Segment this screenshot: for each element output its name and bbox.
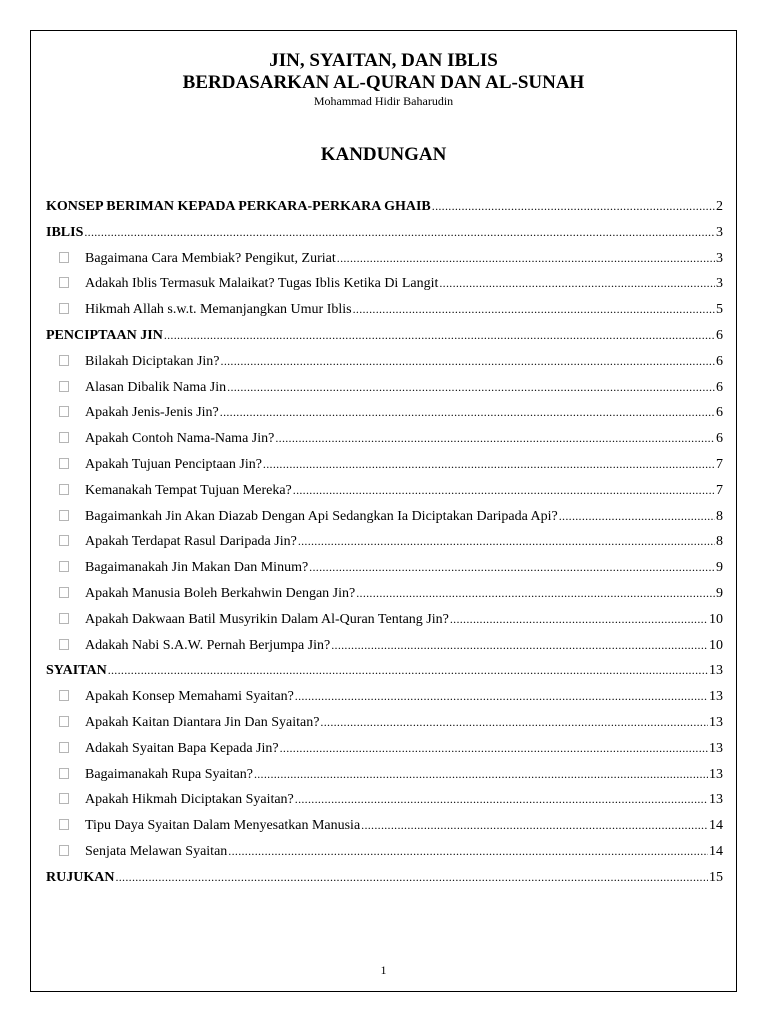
dot-leader [559,507,715,525]
checkbox-bullet-icon [59,277,69,288]
toc-entry-label: Bagaimanakah Jin Makan Dan Minum? [85,560,309,576]
toc-entry-page: 5 [716,302,723,318]
toc-entry-label: Apakah Tujuan Penciptaan Jin? [85,456,262,472]
dot-leader [450,610,708,628]
toc-entry-label: Apakah Jenis-Jenis Jin? [85,405,219,421]
toc-entry-label: PENCIPTAAN JIN [46,327,163,343]
dot-leader [432,197,715,215]
toc-entry-label: Apakah Dakwaan Batil Musyrikin Dalam Al-Quran Tentang Jin? [85,611,449,627]
checkbox-bullet-icon [59,639,69,650]
dot-leader [356,584,715,602]
dot-leader [439,274,715,292]
toc-entry-page: 13 [709,663,723,679]
toc-entry[interactable] [46,223,723,249]
toc-subentry[interactable] [46,687,723,713]
toc-subentry[interactable] [46,481,723,507]
dot-leader [220,403,715,421]
toc-entry-label: Tipu Daya Syaitan Dalam Menyesatkan Manusia [85,818,361,834]
document-subtitle: BERDASARKAN AL-QURAN DAN AL-SUNAH [182,72,585,93]
dot-leader [280,739,708,757]
toc-entry-page: 3 [716,250,723,266]
checkbox-bullet-icon [59,406,69,417]
checkbox-bullet-icon [59,484,69,495]
toc-entry-page: 13 [709,689,723,705]
checkbox-bullet-icon [59,768,69,779]
checkbox-bullet-icon [59,381,69,392]
toc-entry-label: Adakah Iblis Termasuk Malaikat? Tugas Iblis Ketika Di Langit [85,276,439,292]
toc-entry-page: 3 [716,224,723,240]
toc-entry-page: 13 [709,740,723,756]
dot-leader [361,816,708,834]
toc-subentry[interactable] [46,403,723,429]
toc-subentry[interactable] [46,532,723,558]
toc-entry-page: 9 [716,560,723,576]
toc-entry-page: 6 [716,327,723,343]
checkbox-bullet-icon [59,252,69,263]
toc-subentry[interactable] [46,300,723,326]
toc-entry-page: 13 [709,766,723,782]
toc-subentry[interactable] [46,455,723,481]
toc-entry-page: 7 [716,482,723,498]
dot-leader [228,842,708,860]
toc-subentry[interactable] [46,507,723,533]
dot-leader [295,687,708,705]
toc-subentry[interactable] [46,274,723,300]
dot-leader [221,352,715,370]
toc-subentry[interactable] [46,636,723,662]
toc-entry-label: SYAITAN [46,663,107,679]
dot-leader [331,636,708,654]
dot-leader [164,326,715,344]
checkbox-bullet-icon [59,458,69,469]
checkbox-bullet-icon [59,819,69,830]
document-page [30,30,737,992]
toc-entry-label: Apakah Hikmah Diciptakan Syaitan? [85,792,294,808]
toc-subentry[interactable] [46,816,723,842]
dot-leader [320,713,708,731]
dot-leader [309,558,715,576]
toc-entry-page: 13 [709,792,723,808]
dot-leader [275,429,715,447]
toc-entry-label: Apakah Terdapat Rasul Daripada Jin? [85,534,297,550]
toc-entry-page: 7 [716,456,723,472]
toc-entry[interactable] [46,326,723,352]
toc-entry[interactable] [46,868,723,894]
toc-subentry[interactable] [46,842,723,868]
toc-entry-label: Alasan Dibalik Nama Jin [85,379,227,395]
checkbox-bullet-icon [59,535,69,546]
toc-entry-page: 8 [716,534,723,550]
checkbox-bullet-icon [59,613,69,624]
toc-entry-label: Hikmah Allah s.w.t. Memanjangkan Umur Iblis [85,302,352,318]
toc-entry-page: 6 [716,405,723,421]
toc-entry-label: Adakah Nabi S.A.W. Pernah Berjumpa Jin? [85,637,331,653]
document-title: JIN, SYAITAN, DAN IBLIS [269,50,498,71]
toc-entry-label: Adakah Syaitan Bapa Kepada Jin? [85,740,279,756]
toc-subentry[interactable] [46,558,723,584]
checkbox-bullet-icon [59,716,69,727]
table-of-contents [46,197,723,894]
toc-entry-label: Senjata Melawan Syaitan [85,843,228,859]
checkbox-bullet-icon [59,561,69,572]
toc-subentry[interactable] [46,584,723,610]
dot-leader [263,455,715,473]
toc-subentry[interactable] [46,790,723,816]
dot-leader [108,661,708,679]
toc-entry-label: KONSEP BERIMAN KEPADA PERKARA-PERKARA GHAIB [46,199,431,214]
author-name: Mohammad Hidir Baharudin [313,94,454,108]
dot-leader [337,249,715,267]
toc-entry-page: 15 [709,869,723,885]
checkbox-bullet-icon [59,510,69,521]
toc-subentry[interactable] [46,610,723,636]
dot-leader [254,765,708,783]
toc-entry-label: Apakah Kaitan Diantara Jin Dan Syaitan? [85,714,320,730]
checkbox-bullet-icon [59,793,69,804]
checkbox-bullet-icon [59,587,69,598]
toc-entry-label: Apakah Manusia Boleh Berkahwin Dengan Jin? [85,585,356,601]
toc-entry-page: 13 [709,714,723,730]
toc-subentry[interactable] [46,739,723,765]
toc-entry[interactable] [46,661,723,687]
dot-leader [298,532,715,550]
page-number: 1 [380,963,387,977]
toc-entry-label: Kemanakah Tempat Tujuan Mereka? [85,482,292,498]
toc-entry[interactable] [46,197,723,223]
toc-entry-label: Apakah Contoh Nama-Nama Jin? [85,431,275,447]
toc-entry-page: 2 [716,199,723,214]
toc-entry-page: 6 [716,379,723,395]
dot-leader [295,790,708,808]
toc-subentry[interactable] [46,352,723,378]
checkbox-bullet-icon [59,845,69,856]
dot-leader [84,223,715,241]
dot-leader [227,378,715,396]
toc-entry-page: 3 [716,276,723,292]
toc-entry-label: Bilakah Diciptakan Jin? [85,353,220,369]
toc-entry-label: Bagaimanakah Rupa Syaitan? [85,766,253,782]
toc-entry-page: 14 [709,843,723,859]
toc-subentry[interactable] [46,765,723,791]
toc-entry-page: 10 [709,637,723,653]
toc-entry-page: 6 [716,431,723,447]
dot-leader [115,868,708,886]
toc-entry-page: 14 [709,818,723,834]
toc-entry-page: 8 [716,508,723,524]
toc-entry-label: Bagaimana Cara Membiak? Pengikut, Zuriat [85,250,336,266]
toc-entry-page: 9 [716,585,723,601]
checkbox-bullet-icon [59,742,69,753]
checkbox-bullet-icon [59,303,69,314]
toc-entry-label: RUJUKAN [46,869,115,885]
toc-entry-page: 6 [716,353,723,369]
toc-subentry[interactable] [46,429,723,455]
checkbox-bullet-icon [59,355,69,366]
dot-leader [353,300,715,318]
checkbox-bullet-icon [59,432,69,443]
toc-entry-label: IBLIS [46,224,84,240]
toc-entry-page: 10 [709,611,723,627]
toc-heading: KANDUNGAN [320,144,447,165]
toc-subentry[interactable] [46,378,723,404]
toc-entry-label: Bagaimankah Jin Akan Diazab Dengan Api Sedangkan Ia Diciptakan Daripada Api? [85,508,558,524]
dot-leader [293,481,715,499]
toc-entry-label: Apakah Konsep Memahami Syaitan? [85,689,294,705]
toc-subentry[interactable] [46,249,723,275]
toc-subentry[interactable] [46,713,723,739]
checkbox-bullet-icon [59,690,69,701]
